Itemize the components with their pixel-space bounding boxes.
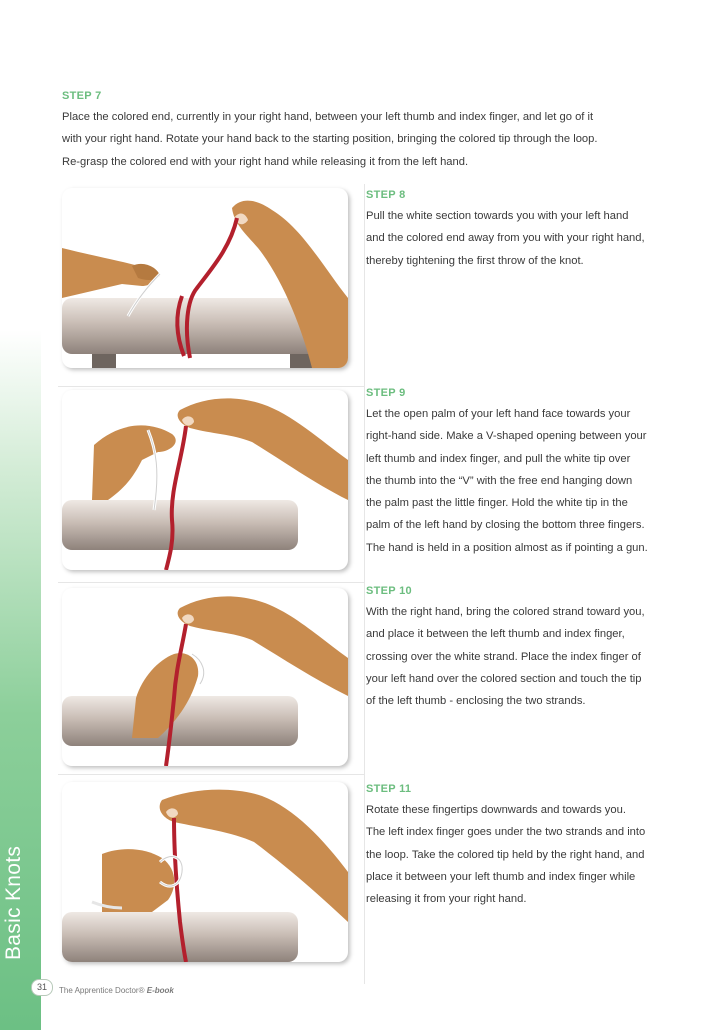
step-11-label: STEP 11 [366, 783, 412, 795]
step-8-line: Pull the white section towards you with your left hand [366, 210, 629, 222]
step-11-illustration [62, 782, 348, 962]
step-11-line: place it between your left thumb and index finger while [366, 870, 636, 883]
column-divider [364, 184, 365, 984]
row-divider [58, 582, 364, 583]
step-8-line: and the colored end away from you with your right hand, [366, 232, 645, 245]
step-9-line: Let the open palm of your left hand face towards your [366, 408, 631, 420]
step-10-illustration [62, 588, 348, 766]
step-10-text [366, 601, 645, 712]
step-9-text [366, 403, 648, 559]
step-11-line: Rotate these fingertips downwards and towards you. [366, 804, 626, 816]
footer-text [59, 986, 174, 995]
step-9-line: The hand is held in a position almost as if pointing a gun. [366, 541, 648, 554]
row-divider [58, 774, 364, 775]
row-divider [58, 386, 364, 387]
step-10-line: of the left thumb - enclosing the two strands. [366, 695, 586, 708]
step-8-label: STEP 8 [366, 189, 406, 201]
step-8-line: thereby tightening the first throw of the knot. [366, 254, 584, 267]
step-7-text [62, 106, 597, 173]
step-8-text [366, 205, 645, 272]
step-7-line: Place the colored end, currently in your right hand, between your left thumb and index finger, and let go of it [62, 111, 594, 123]
step-9-line: right-hand side. Make a V-shaped opening between your [366, 430, 647, 443]
step-10-line: crossing over the white strand. Place the index finger of [366, 650, 641, 663]
step-9-line: left thumb and index finger, and pull the white tip over [366, 452, 631, 465]
step-10-line: With the right hand, bring the colored strand toward you, [366, 606, 645, 618]
footer-publication: The Apprentice Doctor® [59, 986, 145, 995]
step-7-line: with your right hand. Rotate your hand back to the starting position, bringing the colored tip through the loop. [62, 133, 598, 146]
step-11-text [366, 799, 645, 910]
page-number: 31 [31, 979, 53, 996]
step-9-line: the palm past the little finger. Hold the white tip in the [366, 497, 628, 510]
step-10-label: STEP 10 [366, 585, 412, 597]
step-8-illustration [62, 188, 348, 368]
step-9-label: STEP 9 [366, 387, 406, 399]
step-10-line: your left hand over the colored section and touch the tip [366, 672, 642, 685]
step-7-line: Re-grasp the colored end with your right hand while releasing it from the left hand. [62, 155, 469, 168]
step-11-line: the loop. Take the colored tip held by the right hand, and [366, 848, 645, 861]
step-10-line: and place it between the left thumb and index finger, [366, 628, 625, 641]
step-11-line: The left index finger goes under the two strands and into [366, 826, 646, 839]
step-11-line: releasing it from your right hand. [366, 893, 527, 906]
step-9-line: the thumb into the “V” with the free end hanging down [366, 474, 633, 487]
step-9-line: palm of the left hand by closing the bottom three fingers. [366, 519, 645, 532]
footer-ebook: E-book [146, 986, 174, 995]
step-7-label: STEP 7 [62, 90, 102, 102]
step-9-illustration [62, 390, 348, 570]
